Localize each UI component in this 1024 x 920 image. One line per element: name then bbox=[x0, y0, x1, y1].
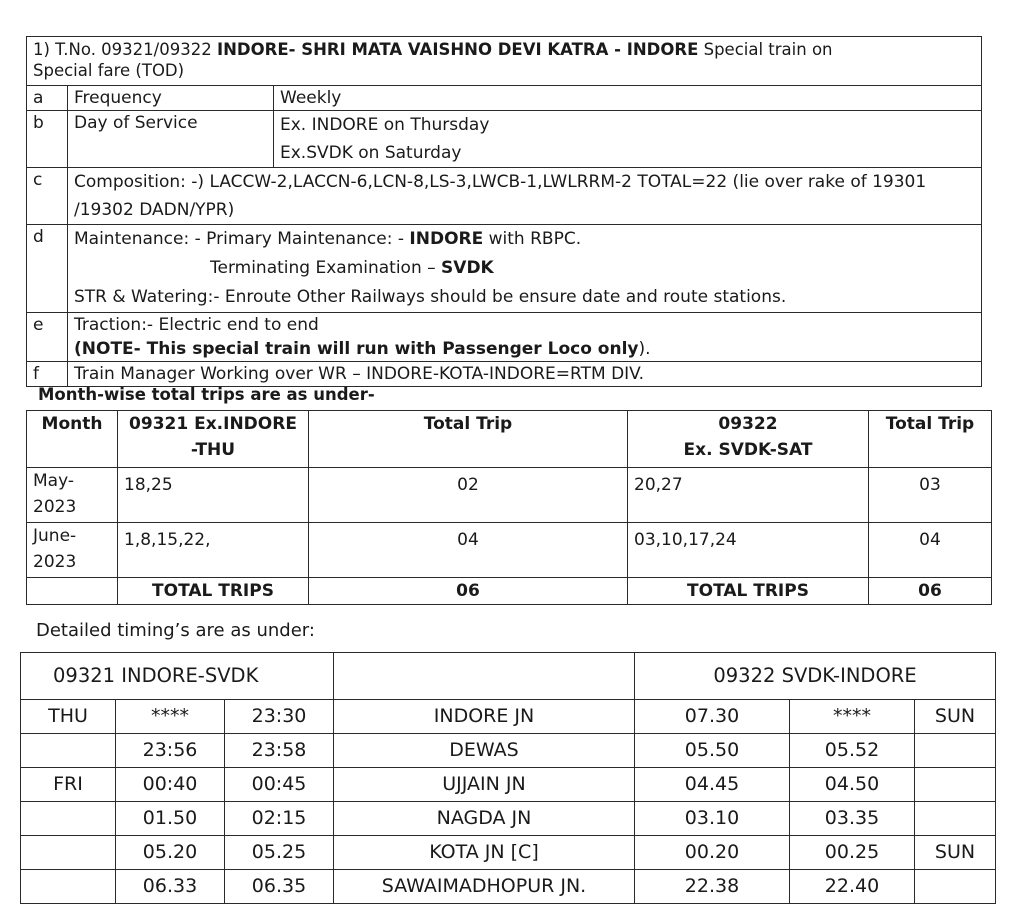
up-day: FRI bbox=[21, 768, 116, 802]
timing-title: Detailed timing’s are as under: bbox=[36, 620, 315, 641]
row-key: a bbox=[27, 86, 68, 111]
row-d bbox=[27, 225, 982, 313]
month-year: 2023 bbox=[33, 497, 77, 517]
up-arrival: 05.20 bbox=[116, 836, 225, 870]
total-row bbox=[27, 578, 992, 605]
month-cell bbox=[27, 523, 118, 578]
station-name: UJJAIN JN bbox=[334, 768, 635, 802]
maint-l2 bbox=[74, 258, 494, 278]
down-day bbox=[915, 802, 996, 836]
train-manager-text: Train Manager Working over WR – INDORE-KOTA-INDORE=RTM DIV. bbox=[68, 362, 982, 387]
timing-row bbox=[21, 802, 996, 836]
up-arrival: 06.33 bbox=[116, 870, 225, 904]
up-day bbox=[21, 734, 116, 768]
up-departure: 23:58 bbox=[225, 734, 334, 768]
up-header-2: -THU bbox=[190, 440, 236, 460]
timing-row bbox=[21, 734, 996, 768]
down-departure: 05.52 bbox=[790, 734, 915, 768]
down-total: 04 bbox=[869, 523, 992, 578]
maintenance-text bbox=[68, 225, 982, 313]
down-departure: 00.25 bbox=[790, 836, 915, 870]
row-e bbox=[27, 313, 982, 362]
up-departure: 00:45 bbox=[225, 768, 334, 802]
composition-line2: /19302 DADN/YPR) bbox=[74, 200, 235, 220]
total2-header: Total Trip bbox=[885, 414, 975, 434]
row-f bbox=[27, 362, 982, 387]
train-route: INDORE- SHRI MATA VAISHNO DEVI KATRA - INDORE bbox=[216, 40, 699, 59]
month-header: Month bbox=[41, 414, 103, 434]
down-arrival: 04.45 bbox=[635, 768, 790, 802]
up-arrival: 00:40 bbox=[116, 768, 225, 802]
timing-row bbox=[21, 768, 996, 802]
up-dates: 1,8,15,22, bbox=[118, 523, 309, 578]
row-key: b bbox=[27, 111, 68, 168]
up-arrival: **** bbox=[116, 700, 225, 734]
up-total: 02 bbox=[309, 468, 628, 523]
station-header-blank bbox=[334, 653, 635, 700]
table-row bbox=[27, 523, 992, 578]
down-dates: 03,10,17,24 bbox=[628, 523, 869, 578]
traction-line1: Traction:- Electric end to end bbox=[74, 315, 319, 335]
down-total: 03 bbox=[869, 468, 992, 523]
timing-row bbox=[21, 870, 996, 904]
note-close: ). bbox=[638, 339, 651, 359]
station-name: INDORE JN bbox=[334, 700, 635, 734]
timing-table bbox=[20, 652, 996, 904]
timing-row bbox=[21, 700, 996, 734]
up-day bbox=[21, 870, 116, 904]
composition-text bbox=[68, 168, 982, 225]
down-day: SUN bbox=[915, 700, 996, 734]
down-departure: 22.40 bbox=[790, 870, 915, 904]
row-a bbox=[27, 86, 982, 111]
row-value: Weekly bbox=[274, 86, 982, 111]
row-b bbox=[27, 111, 982, 168]
down-train-header: 09322 SVDK-INDORE bbox=[635, 653, 996, 700]
down-arrival: 22.38 bbox=[635, 870, 790, 904]
down-day bbox=[915, 768, 996, 802]
down-departure: **** bbox=[790, 700, 915, 734]
station-name: DEWAS bbox=[334, 734, 635, 768]
total-label-up: TOTAL TRIPS bbox=[118, 578, 309, 605]
station-name: SAWAIMADHOPUR JN. bbox=[334, 870, 635, 904]
row-label: Day of Service bbox=[68, 111, 274, 168]
table-row bbox=[27, 468, 992, 523]
month-cell bbox=[27, 468, 118, 523]
composition-line1: Composition: -) LACCW-2,LACCN-6,LCN-8,LS-3,LWCB-1,LWLRRM-2 TOTAL=22 (lie over rake of 19301 bbox=[74, 172, 927, 192]
up-departure: 05.25 bbox=[225, 836, 334, 870]
train-heading bbox=[27, 37, 982, 86]
row-key: c bbox=[27, 168, 68, 225]
monthwise-table bbox=[26, 410, 992, 605]
up-arrival: 23:56 bbox=[116, 734, 225, 768]
up-day: THU bbox=[21, 700, 116, 734]
traction-note: NOTE- This special train will run with Passenger Loco only bbox=[81, 339, 639, 359]
maint-l2a: Terminating Examination – bbox=[210, 258, 442, 278]
station-name: NAGDA JN bbox=[334, 802, 635, 836]
down-day bbox=[915, 734, 996, 768]
heading-rest: Special train on bbox=[698, 40, 833, 59]
train-number: 1) T.No. 09321/09322 bbox=[33, 40, 212, 59]
timing-header-row bbox=[21, 653, 996, 700]
down-header-2: Ex. SVDK-SAT bbox=[683, 440, 813, 460]
col-total2 bbox=[869, 411, 992, 468]
up-dates: 18,25 bbox=[118, 468, 309, 523]
down-arrival: 07.30 bbox=[635, 700, 790, 734]
month-year: 2023 bbox=[33, 552, 77, 572]
monthwise-title: Month-wise total trips are as under- bbox=[38, 385, 375, 404]
down-departure: 04.50 bbox=[790, 768, 915, 802]
up-departure: 02:15 bbox=[225, 802, 334, 836]
down-day: SUN bbox=[915, 836, 996, 870]
down-departure: 03.35 bbox=[790, 802, 915, 836]
station-name: KOTA JN [C] bbox=[334, 836, 635, 870]
maint-l1c: with RBPC. bbox=[483, 229, 582, 249]
month-name: June- bbox=[33, 526, 77, 546]
col-down bbox=[628, 411, 869, 468]
heading-line2: Special fare (TOD) bbox=[33, 61, 185, 80]
col-total1 bbox=[309, 411, 628, 468]
col-month bbox=[27, 411, 118, 468]
up-departure: 06.35 bbox=[225, 870, 334, 904]
col-up bbox=[118, 411, 309, 468]
up-day bbox=[21, 802, 116, 836]
total-value-down: 06 bbox=[869, 578, 992, 605]
maint-l1b: INDORE bbox=[409, 229, 484, 249]
row-key: f bbox=[27, 362, 68, 387]
str-watering: STR & Watering:- Enroute Other Railways should be ensure date and route stations. bbox=[74, 287, 787, 307]
up-header-1: 09321 Ex.INDORE bbox=[129, 414, 297, 434]
maint-l1a: Maintenance: - Primary Maintenance: - bbox=[74, 229, 410, 249]
row-label: Frequency bbox=[68, 86, 274, 111]
row-key: e bbox=[27, 313, 68, 362]
maint-l2b: SVDK bbox=[441, 258, 494, 278]
train-details-table bbox=[26, 36, 982, 387]
up-arrival: 01.50 bbox=[116, 802, 225, 836]
service-up: Ex. INDORE on Thursday bbox=[280, 115, 490, 135]
down-day bbox=[915, 870, 996, 904]
total-blank bbox=[27, 578, 118, 605]
month-name: May- bbox=[33, 471, 74, 491]
timing-row bbox=[21, 836, 996, 870]
row-key: d bbox=[27, 225, 68, 313]
down-arrival: 00.20 bbox=[635, 836, 790, 870]
down-dates: 20,27 bbox=[628, 468, 869, 523]
down-arrival: 03.10 bbox=[635, 802, 790, 836]
down-arrival: 05.50 bbox=[635, 734, 790, 768]
up-total: 04 bbox=[309, 523, 628, 578]
note-open: ( bbox=[74, 339, 82, 359]
total1-header: Total Trip bbox=[423, 414, 513, 434]
up-train-header: 09321 INDORE-SVDK bbox=[21, 653, 334, 700]
up-departure: 23:30 bbox=[225, 700, 334, 734]
row-c bbox=[27, 168, 982, 225]
up-day bbox=[21, 836, 116, 870]
down-header-1: 09322 bbox=[718, 414, 778, 434]
service-down: Ex.SVDK on Saturday bbox=[280, 143, 462, 163]
traction-text bbox=[68, 313, 982, 362]
total-value-up: 06 bbox=[309, 578, 628, 605]
row-value bbox=[274, 111, 982, 168]
total-label-down: TOTAL TRIPS bbox=[628, 578, 869, 605]
